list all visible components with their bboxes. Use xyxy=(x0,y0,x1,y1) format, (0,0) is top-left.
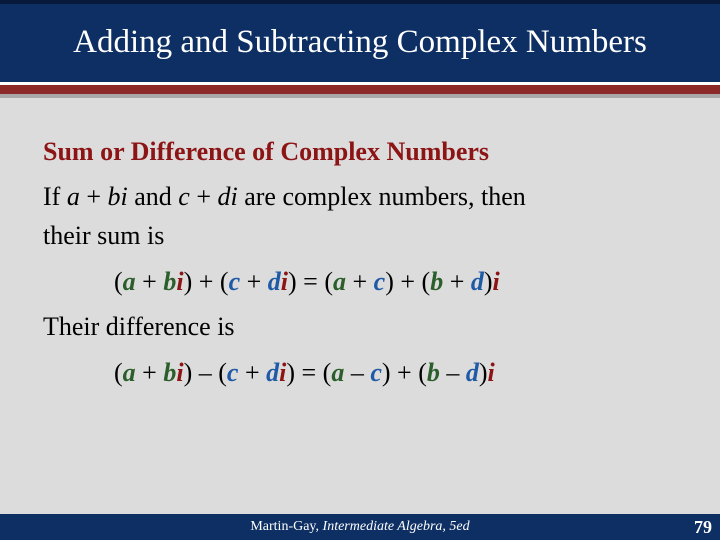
eq-imag-unit: i xyxy=(176,358,184,387)
eq-var-b: b xyxy=(163,358,177,387)
eq-imag-unit: i xyxy=(279,358,287,387)
eq-var-b: b xyxy=(426,358,440,387)
eq-paren: ( xyxy=(114,267,123,296)
divider-stripe-grey xyxy=(0,94,720,98)
page-number: 79 xyxy=(694,517,712,537)
eq-var-c: c xyxy=(228,267,241,296)
eq-paren: ) xyxy=(478,358,488,387)
eq-paren: ( xyxy=(114,358,123,387)
slide-title: Adding and Subtracting Complex Numbers xyxy=(73,24,647,60)
var-c: c xyxy=(178,182,190,211)
intro-plus: + xyxy=(189,182,218,211)
footer-citation xyxy=(0,517,720,537)
eq-operator: ) = ( xyxy=(288,267,333,296)
footer-author: Martin-Gay, xyxy=(250,519,323,534)
eq-var-d: d xyxy=(266,358,280,387)
eq-var-a: a xyxy=(331,358,345,387)
eq-var-c: c xyxy=(373,267,386,296)
eq-var-a: a xyxy=(333,267,346,296)
eq-var-b: b xyxy=(163,267,177,296)
eq-operator: ) = ( xyxy=(286,358,332,387)
eq-imag-unit: i xyxy=(492,267,500,296)
eq-operator: – xyxy=(344,358,371,387)
eq-var-d: d xyxy=(470,267,484,296)
section-heading: Sum or Difference of Complex Numbers xyxy=(43,137,490,166)
eq-operator: – xyxy=(439,358,466,387)
eq-imag-unit: i xyxy=(280,267,289,296)
intro-and: and xyxy=(127,182,179,211)
sum-equation xyxy=(114,266,500,298)
divider-stripe-red xyxy=(0,85,720,94)
eq-operator: ) + ( xyxy=(385,267,431,296)
eq-operator: + xyxy=(443,267,471,296)
eq-var-c: c xyxy=(226,358,239,387)
intro-line xyxy=(43,181,526,213)
eq-operator: ) – ( xyxy=(183,358,227,387)
eq-var-a: a xyxy=(122,358,136,387)
difference-label: Their difference is xyxy=(43,312,235,341)
footer-book-title: Intermediate Algebra, 5ed xyxy=(322,519,470,534)
eq-operator: + xyxy=(240,267,268,296)
eq-operator: + xyxy=(135,267,164,296)
intro-if: If xyxy=(43,182,67,211)
eq-operator: ) + ( xyxy=(381,358,427,387)
eq-imag-unit: i xyxy=(176,267,184,296)
eq-operator: ) + ( xyxy=(183,267,229,296)
eq-var-b: b xyxy=(430,267,444,296)
sum-label: their sum is xyxy=(43,221,165,250)
eq-operator: + xyxy=(238,358,267,387)
intro-plus: + xyxy=(79,182,108,211)
eq-imag-unit: i xyxy=(487,358,495,387)
title-bar-border xyxy=(0,0,720,4)
eq-operator: + xyxy=(135,358,164,387)
var-a: a xyxy=(66,182,80,211)
eq-operator: + xyxy=(346,267,374,296)
eq-paren: ) xyxy=(483,267,493,296)
intro-rest: are complex numbers, then xyxy=(237,182,526,211)
eq-var-d: d xyxy=(465,358,479,387)
var-di: di xyxy=(217,182,238,211)
eq-var-a: a xyxy=(122,267,136,296)
eq-var-c: c xyxy=(370,358,382,387)
difference-equation xyxy=(114,357,495,389)
var-bi: bi xyxy=(107,182,128,211)
eq-var-d: d xyxy=(267,267,281,296)
